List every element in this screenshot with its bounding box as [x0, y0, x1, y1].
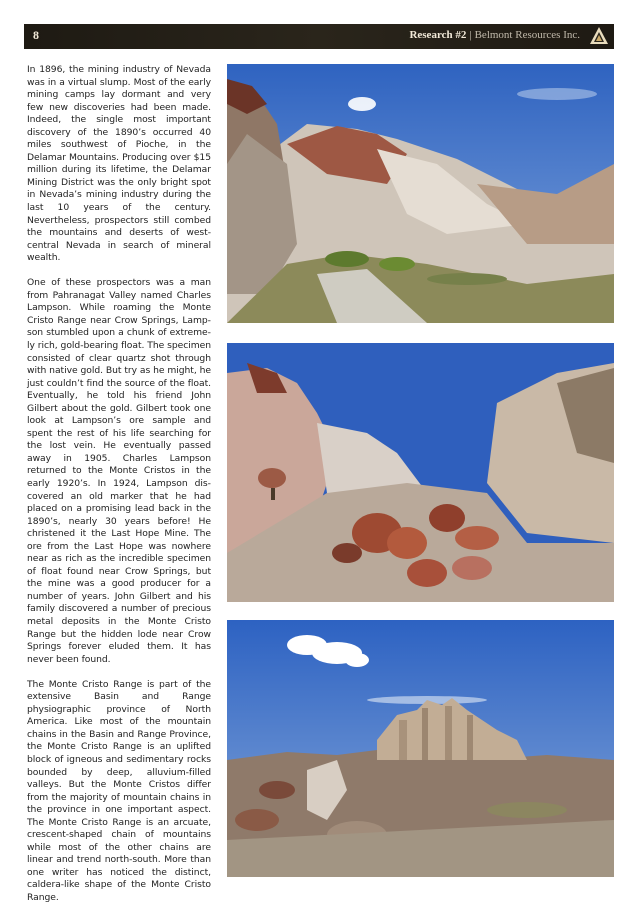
- publication-title: Research #2: [409, 29, 467, 41]
- red-boulders-photo: [227, 343, 614, 602]
- company-name: Belmont Resources Inc.: [474, 29, 580, 41]
- article-paragraph-2: One of these prospectors was a man from Pahranagat Valley named Charles Lampson. While roaming the Monte Cristo Range near Crow Springs, Lampson stumbled upon a chunk of extremely rich, gold-bearing float. The specimen consisted of clear quartz shot through with native gold. But try as he might, he just couldn’t find the source of the float. Eventually, he told his friend John Gilbert about the gold. Gilbert took one look at Lampson’s ore sample and spent the rest of his life searching for the lost vein. He eventually passed away in 1905. Charles Lampson returned to the Monte Cristos in the early 1920’s. In 1924, Lampson discovered an old marker that he had placed on a promising lead back in the 1890’s, nearly 30 years before! He christened it the Last Hope Mine. The ore from the Last Hope was nowhere near as rich as the incredible specimen of float found near Crow Springs, but the mine was a good producer for a number of years. John Gilbert and his family discovered a number of precious metal deposits in the Monte Cristo Range but the hidden lode near Crow Springs forever eluded them. It has never been found.: [27, 277, 211, 665]
- article-text-column: [27, 64, 211, 917]
- canyon-trail-photo: [227, 64, 614, 323]
- page-number: 8: [33, 28, 39, 42]
- rock-spires-photo: [227, 620, 614, 877]
- triangle-mountain-logo-icon: [589, 26, 609, 46]
- title-separator: |: [469, 29, 472, 41]
- article-paragraph-3: The Monte Cristo Range is part of the extensive Basin and Range physiographic province of North America. Like most of the mountain chains in the Basin and Range Province, the Monte Cristo Range is an uplifted block of igneous and sedimentary rocks bounded by deep, alluvium-filled valleys. But the Monte Cristos differ from the majority of mountain chains in the province in one important aspect. The Monte Cristo Range is an arcuate, crescent-shaped chain of mountains while most of the other chains are linear and trend north-south. More than one writer has noticed the distinct, caldera-like shape of the Monte Cristo Range.: [27, 678, 211, 903]
- article-paragraph-1: In 1896, the mining industry of Nevada was in a virtual slump. Most of the early mining camps lay dormant and very few new discoveries had been made. Indeed, the single most important discovery of the 1890’s occurred 40 miles southwest of Pioche, in the Delamar Mountains. Producing over $15 million during its lifetime, the Delamar Mining District was the only bright spot in Nevada’s mining industry during the last 10 years of the century. Nevertheless, prospectors still combed the mountains and deserts of west-central Nevada in search of mineral wealth.: [27, 64, 211, 264]
- page-header: [24, 24, 614, 49]
- running-title: [409, 29, 580, 41]
